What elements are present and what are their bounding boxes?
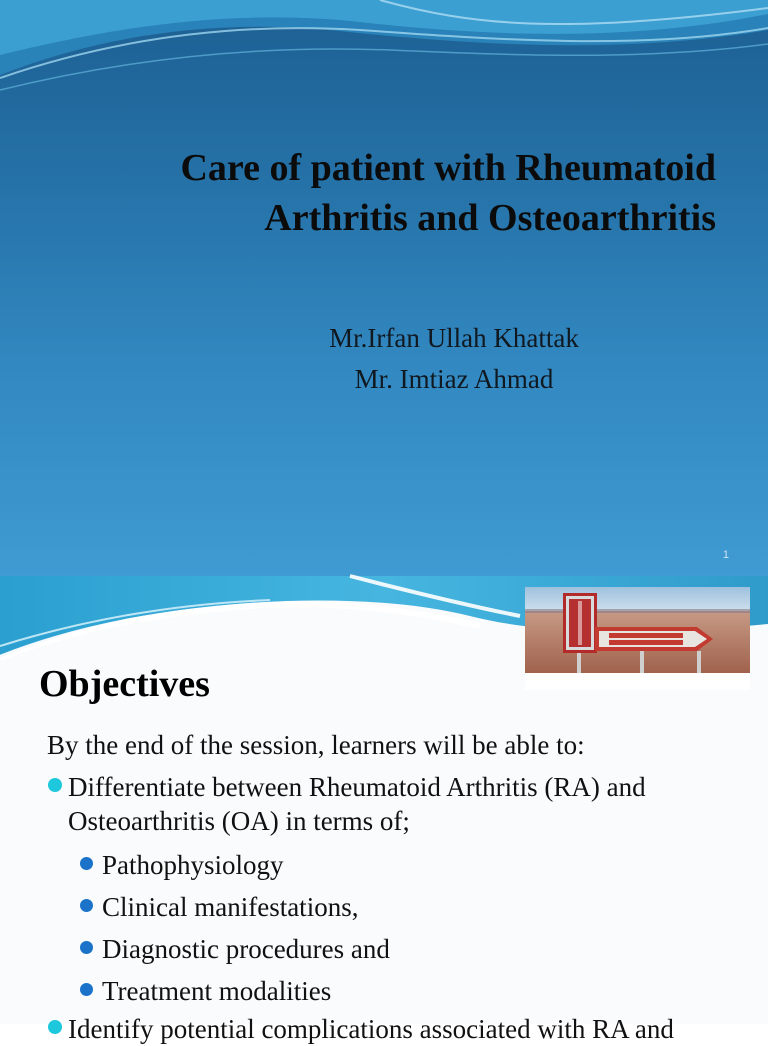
bullet-item (48, 1012, 674, 1046)
bullet-dot-icon (80, 941, 93, 954)
sub-bullet-list (80, 848, 390, 1016)
sub-bullet-text: Diagnostic procedures and (102, 934, 390, 964)
bullet-text: Identify potential complications associated with RA and (68, 1014, 674, 1044)
bullet-dot-icon (80, 899, 93, 912)
bullet-text: Differentiate between Rheumatoid Arthritis (RA) and Osteoarthritis (OA) in terms of; (68, 772, 646, 836)
sub-bullet-text: Pathophysiology (102, 850, 284, 880)
bullet-dot-icon (48, 778, 62, 792)
sub-bullet-item (80, 890, 390, 932)
bullet-dot-icon (48, 1020, 62, 1034)
bullet-item (48, 770, 748, 838)
authors (254, 318, 654, 400)
objectives-slide (0, 576, 768, 1044)
slide-number: 1 (722, 549, 729, 561)
intro-text: By the end of the session, learners will be able to: (47, 730, 585, 760)
sub-bullet-item (80, 848, 390, 890)
getting-started-sign-image (525, 587, 750, 690)
sub-bullet-text: Treatment modalities (102, 976, 332, 1006)
author-1: Mr.Irfan Ullah Khattak (329, 323, 579, 353)
decorative-waves (0, 0, 768, 110)
title-line-1: Care of patient with Rheumatoid (180, 147, 716, 189)
slide-title: Objectives (39, 663, 210, 705)
sub-bullet-text: Clinical manifestations, (102, 892, 359, 922)
title-line-2: Arthritis and Osteoarthritis (264, 197, 716, 239)
bullet-dot-icon (80, 857, 93, 870)
author-2: Mr. Imtiaz Ahmad (354, 364, 554, 394)
bullet-dot-icon (80, 983, 93, 996)
sub-bullet-item (80, 932, 390, 974)
slide-title (76, 143, 716, 243)
sub-bullet-item (80, 974, 390, 1016)
